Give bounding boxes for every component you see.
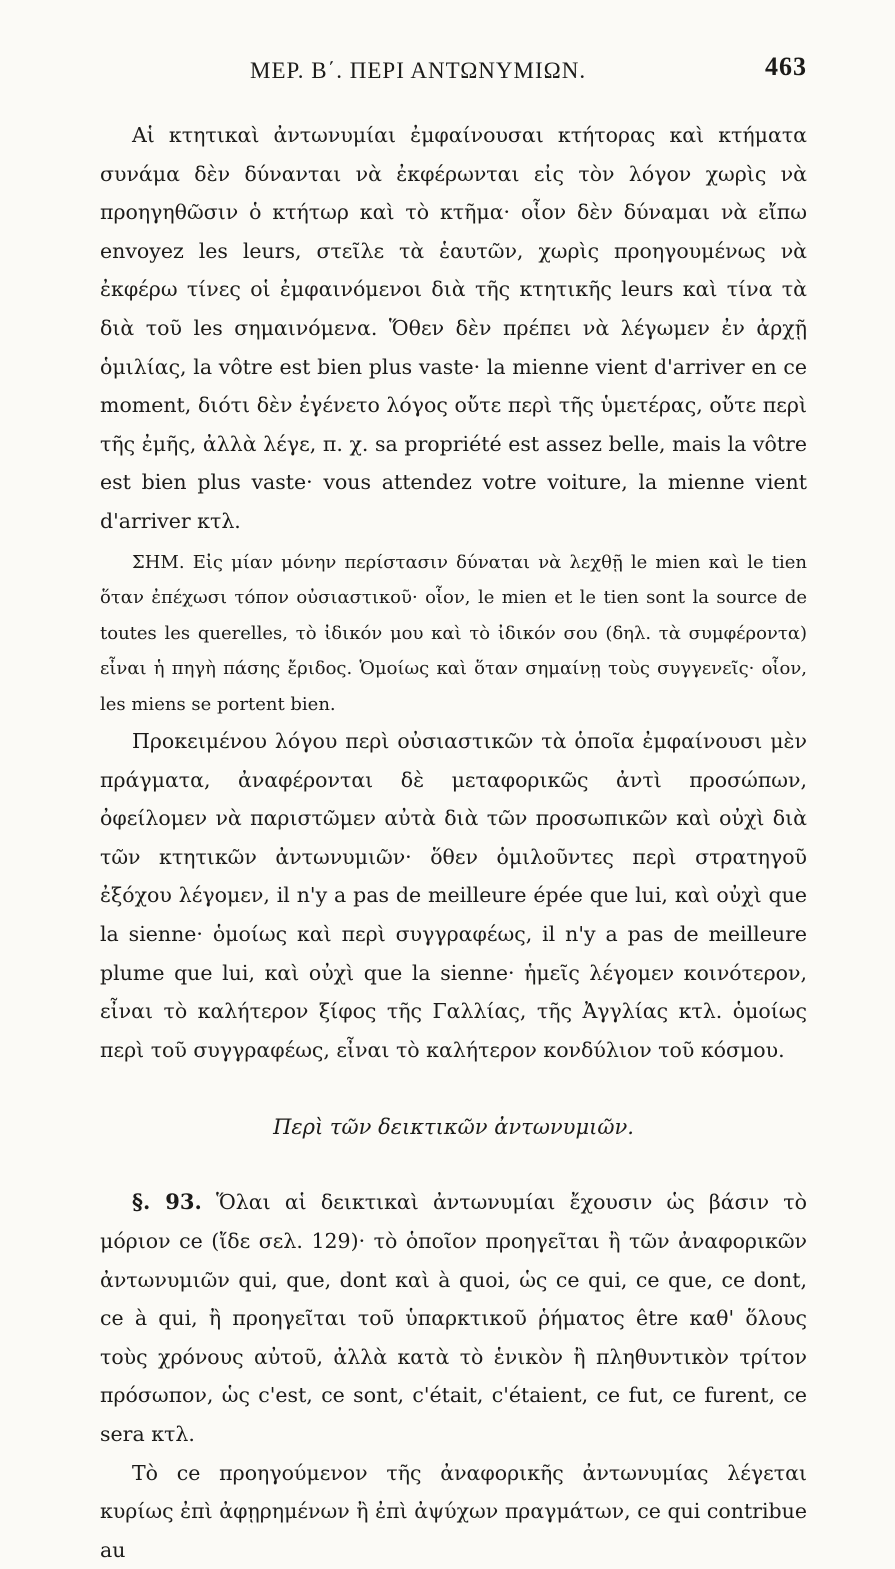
section-number: §. 93.	[132, 1189, 202, 1215]
page-header	[100, 52, 807, 88]
running-head: ΜΕΡ. Β΄. ΠΕΡΙ ΑΝΤΩΝΥΜΙΩΝ.	[250, 58, 587, 83]
note-paragraph	[100, 545, 807, 723]
section-93-text: Ὅλαι αἱ δεικτικαὶ ἀντωνυμίαι ἔχουσιν ὡς βάσιν τὸ μόριον ce (ἴδε σελ. 129)· τὸ ὁποῖον προηγεῖται ἢ τῶν ἀναφορικῶν ἀντωνυμιῶν qui, que, dont καὶ à quoi, ὡς ce qui, ce que, ce dont, ce à qui, ἢ προηγεῖται τοῦ ὑπαρκτικοῦ ῥήματος être καθ' ὅλους τοὺς χρόνους αὐτοῦ, ἀλλὰ κατὰ τὸ ἑνικὸν ἢ πληθυντικὸν τρίτον πρόσωπον, ὡς c'est, ce sont, c'était, c'étaient, ce fut, ce furent, ce sera κτλ.	[100, 1190, 807, 1446]
page-number: 463	[765, 52, 807, 81]
paragraph-ce-usage: Τὸ ce προηγούμενον τῆς ἀναφορικῆς ἀντωνυμίας λέγεται κυρίως ἐπὶ ἀφῃρημένων ἢ ἐπὶ ἀψύχων πραγμάτων, ce qui contribue au	[100, 1460, 807, 1562]
paragraph-section-93	[100, 1183, 807, 1453]
paragraph-metaphorical: Προκειμένου λόγου περὶ οὐσιαστικῶν τὰ ὁποῖα ἐμφαίνουσι μὲν πράγματα, ἀναφέρονται δὲ μεταφορικῶς ἀντὶ προσώπων, ὀφείλομεν νὰ παριστῶμεν αὐτὰ διὰ τῶν προσωπικῶν καὶ οὐχὶ διὰ τῶν κτητικῶν ἀντωνυμιῶν· ὅθεν ὁμιλοῦντες περὶ στρατηγοῦ ἐξόχου λέγομεν, il n'y a pas de meilleure épée que lui, καὶ οὐχὶ que la sienne· ὁμοίως καὶ περὶ συγγραφέως, il n'y a pas de meilleure plume que lui, καὶ οὐχὶ que la sienne· ἡμεῖς λέγομεν κοινότερον, εἶναι τὸ καλήτερον ξίφος τῆς Γαλλίας, τῆς Ἀγγλίας κτλ. ὁμοίως περὶ τοῦ συγγραφέως, εἶναι τὸ καλήτερον κονδύλιον τοῦ κόσμου.	[100, 729, 807, 1062]
note-text: Εἰς μίαν μόνην περίστασιν δύναται νὰ λεχθῇ le mien καὶ le tien ὅταν ἐπέχωσι τόπον οὐσιαστικοῦ· οἷον, le mien et le tien sont la source de toutes les querelles, τὸ ἰδικόν μου καὶ τὸ ἰδικόν σου (δηλ. τὰ συμφέροντα) εἶναι ἡ πηγὴ πάσης ἔριδος. Ὁμοίως καὶ ὅταν σημαίνῃ τοὺς συγγενεῖς· οἷον, les miens se portent bien.	[100, 551, 807, 715]
note-label: ΣΗΜ.	[132, 551, 185, 573]
section-subheading: Περὶ τῶν δεικτικῶν ἀντωνυμιῶν.	[273, 1115, 634, 1140]
paragraph-possessives: Αἱ κτητικαὶ ἀντωνυμίαι ἐμφαίνουσαι κτήτορας καὶ κτήματα συνάμα δὲν δύνανται νὰ ἐκφέρωνται εἰς τὸν λόγον χωρὶς νὰ προηγηθῶσιν ὁ κτήτωρ καὶ τὸ κτῆμα· οἷον δὲν δύναμαι νὰ εἴπω envoyez les leurs, στεῖλε τὰ ἑαυτῶν, χωρὶς προηγουμένως νὰ ἐκφέρω τίνες οἱ ἐμφαινόμενοι διὰ τῆς κτητικῆς leurs καὶ τίνα τὰ διὰ τοῦ les σημαινόμενα. Ὅθεν δὲν πρέπει νὰ λέγωμεν ἐν ἀρχῇ ὁμιλίας, la vôtre est bien plus vaste· la mienne vient d'arriver en ce moment, διότι δὲν ἐγένετο λόγος οὔτε περὶ τῆς ὑμετέρας, οὔτε περὶ τῆς ἐμῆς, ἀλλὰ λέγε, π. χ. sa propriété est assez belle, mais la vôtre est bien plus vaste· vous attendez votre voiture, la mienne vient d'arriver κτλ.	[100, 123, 807, 533]
